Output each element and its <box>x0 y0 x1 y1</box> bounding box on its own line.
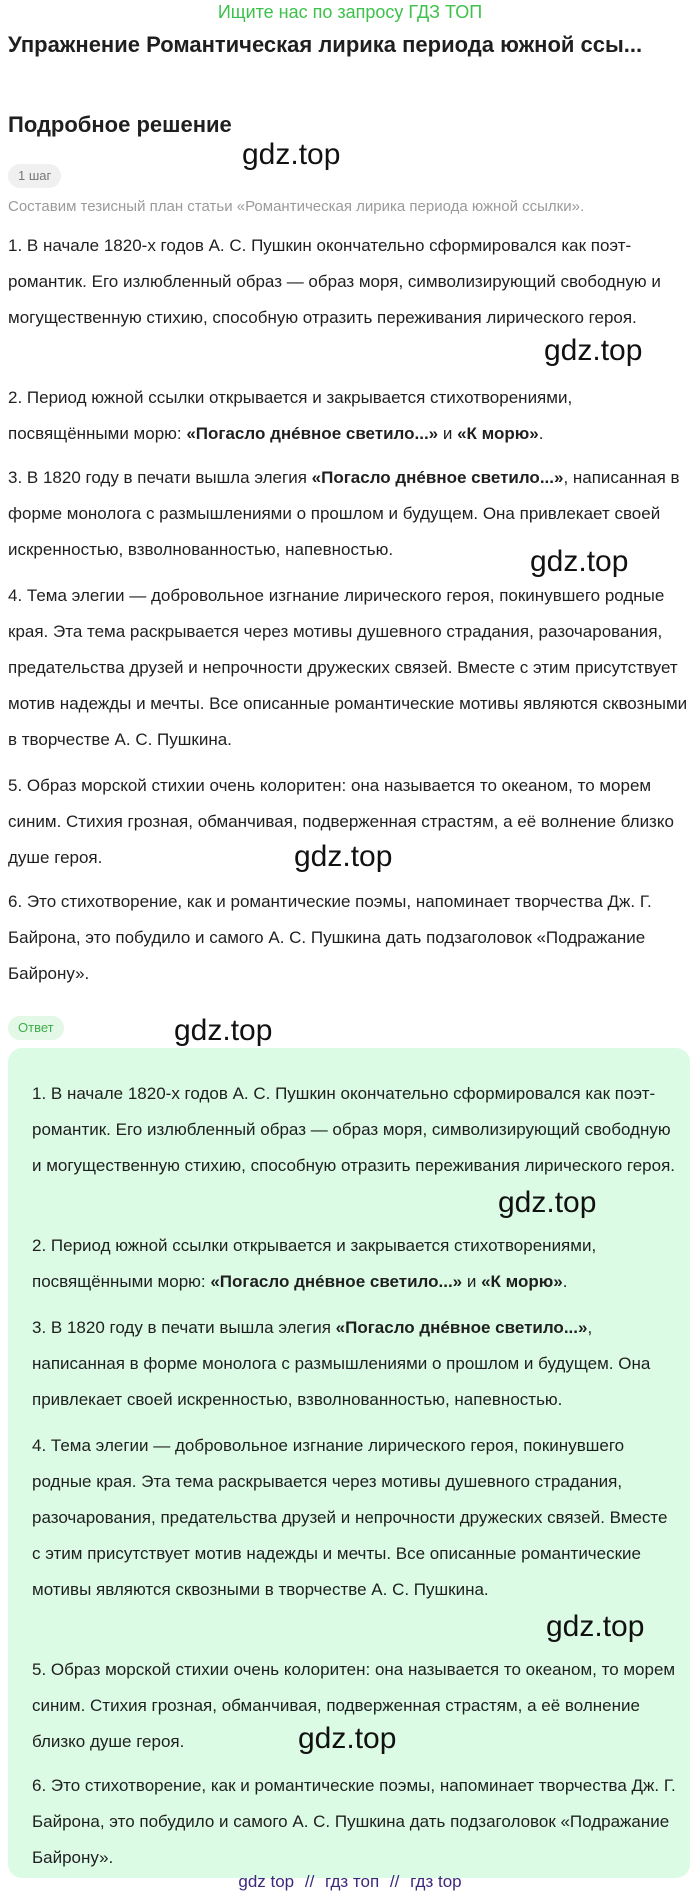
search-banner: Ищите нас по запросу ГДЗ ТОП <box>217 2 483 22</box>
answer-paragraph-4: 4. Тема элегии — добровольное изгнание лирического героя, покинувшего родные края. Эта тема раскрывается через мотивы душевного страдания, разочарования, предательства друзей и непрочности дружеских связей. Вместе с этим присутствует мотив надежды и мечты. Все описанные романтические мотивы являются сквозными в творчестве А. С. Пушкина. <box>32 1436 668 1599</box>
answer-paragraph-3: 3. В 1820 году в печати вышла элегия «Погасло днéвное светило...», написанная в форме монолога с размышлениями о прошлом и будущем. Она привлекает своей искренностью, взволнованностью, напевностью. <box>32 1318 651 1409</box>
footer-separator: // <box>389 1872 400 1891</box>
watermark: gdz.top <box>530 545 629 578</box>
answer-paragraph-1: 1. В начале 1820-х годов А. С. Пушкин окончательно сформировался как поэт-романтик. Его излюбленный образ — образ моря, символизирующий свободную и могущественную стихию, способную отразить переживания лирического героя. <box>32 1084 676 1175</box>
solution-paragraph-1: 1. В начале 1820-х годов А. С. Пушкин окончательно сформировался как поэт-романтик. Его излюбленный образ — образ моря, символизирующий свободную и могущественную стихию, способную отразить переживания лирического героя. <box>8 236 661 327</box>
solution-paragraph-2: 2. Период южной ссылки открывается и закрывается стихотворениями, посвящёнными морю: «Погасло днéвное светило...» и «К морю». <box>8 388 573 443</box>
answer-badge: Ответ <box>8 1016 64 1040</box>
footer-links <box>0 1870 700 1894</box>
answer-paragraph-6: 6. Это стихотворение, как и романтические поэмы, напоминает творчества Дж. Г. Байрона, это побудило и самого А. С. Пушкина дать подзаголовок «Подражание Байрону». <box>32 1776 676 1867</box>
solution-paragraph-5: 5. Образ морской стихии очень колоритен: она называется то океаном, то морем синим. Стихия грозная, обманчивая, подверженная страстям, а её волнение близко душе героя. <box>8 776 674 867</box>
footer-separator: // <box>304 1872 315 1891</box>
watermark: gdz.top <box>242 138 341 171</box>
footer-link-gdz-top-mixed[interactable]: гдз top <box>410 1872 462 1891</box>
footer-link-gdz-top[interactable]: gdz top <box>238 1872 295 1891</box>
watermark: gdz.top <box>298 1722 397 1755</box>
answer-paragraph-2: 2. Период южной ссылки открывается и закрывается стихотворениями, посвящёнными морю: «Погасло днéвное светило...» и «К морю». <box>32 1236 597 1291</box>
intro-text: Составим тезисный план статьи «Романтическая лирика периода южной ссылки». <box>8 198 585 215</box>
footer-link-gdz-top-ru[interactable]: гдз топ <box>325 1872 380 1891</box>
answer-paragraph-5: 5. Образ морской стихии очень колоритен: она называется то океаном, то морем синим. Стихия грозная, обманчивая, подверженная страстям, а её волнение близко душе героя. <box>32 1660 676 1751</box>
solution-paragraph-4: 4. Тема элегии — добровольное изгнание лирического героя, покинувшего родные края. Эта тема раскрывается через мотивы душевного страдания, разочарования, предательства друзей и непрочности дружеских связей. Вместе с этим присутствует мотив надежды и мечты. Все описанные романтические мотивы являются сквозными в творчестве А. С. Пушкина. <box>8 586 688 749</box>
watermark: gdz.top <box>174 1014 273 1047</box>
solution-paragraph-6: 6. Это стихотворение, как и романтические поэмы, напоминает творчества Дж. Г. Байрона, это побудило и самого А. С. Пушкина дать подзаголовок «Подражание Байрону». <box>8 892 652 983</box>
section-heading: Подробное решение <box>8 112 232 137</box>
watermark: gdz.top <box>546 1610 645 1643</box>
watermark: gdz.top <box>544 334 643 367</box>
watermark: gdz.top <box>294 840 393 873</box>
solution-paragraph-3: 3. В 1820 году в печати вышла элегия «Погасло днéвное светило...», написанная в форме монолога с размышлениями о прошлом и будущем. Она привлекает своей искренностью, взволнованностью, напевностью. <box>8 468 680 559</box>
step-badge: 1 шаг <box>8 164 61 188</box>
page-title: Упражнение Романтическая лирика периода южной ссы... <box>8 32 643 57</box>
watermark: gdz.top <box>498 1186 597 1219</box>
